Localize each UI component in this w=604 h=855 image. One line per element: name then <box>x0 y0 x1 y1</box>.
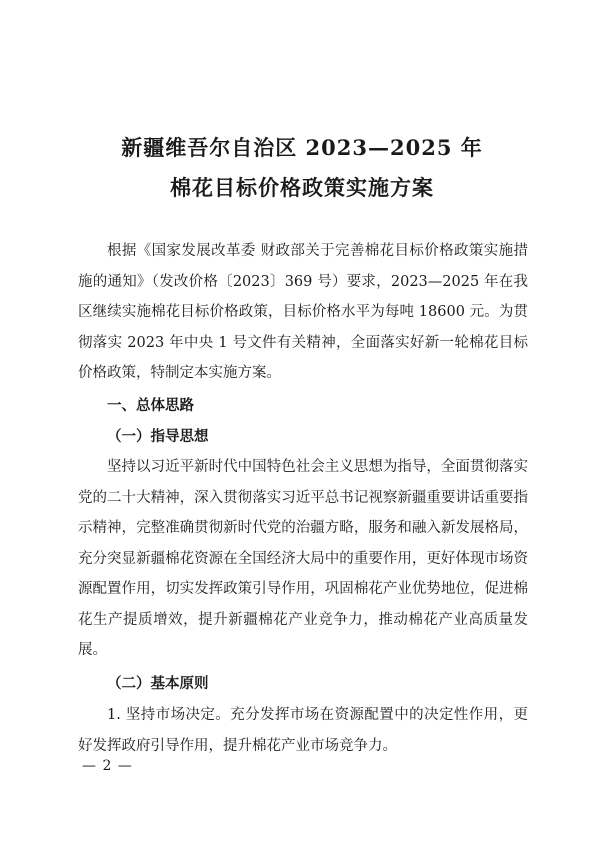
section-heading-overall-approach: 一、总体思路 <box>107 397 194 414</box>
subsection-heading-guiding-ideology: （一）指导思想 <box>107 428 209 445</box>
intro-paragraph: 根据《国家发展改革委 财政部关于完善棉花目标价格政策实施措施的通知》（发改价格〔2023〕369 号）要求，2023—2025 年在我区继续实施棉花目标价格政策，目标价格水平为每吨 18600 元。为贯彻落实 2023 年中央 1 号文件有关精神，全面落实好新一轮棉花目标价格政策，特制定本实施方案。 <box>78 243 528 381</box>
subsection-heading-basic-principles: （二）基本原则 <box>107 675 209 692</box>
document-title-line1: 新疆维吾尔自治区 2023—2025 年 <box>121 135 483 160</box>
principle-paragraph: 1. 坚持市场决定。充分发挥市场在资源配置中的决定性作用，更好发挥政府引导作用，提升棉花产业市场竞争力。 <box>78 707 528 754</box>
document-title-line2: 棉花目标价格政策实施方案 <box>170 175 434 200</box>
guiding-ideology-paragraph: 坚持以习近平新时代中国特色社会主义思想为指导，全面贯彻落实党的二十大精神，深入贯彻落实习近平总书记视察新疆重要讲话重要指示精神，完整准确贯彻新时代党的治疆方略，服务和融入新发展格局，充分突显新疆棉花资源在全国经济大局中的重要作用，更好体现市场资源配置作用，切实发挥政策引导作用，巩固棉花产业优势地位，促进棉花生产提质增效，提升新疆棉花产业竞争力，推动棉花产业高质量发展。 <box>78 459 528 658</box>
page-number: — 2 — <box>82 758 133 774</box>
